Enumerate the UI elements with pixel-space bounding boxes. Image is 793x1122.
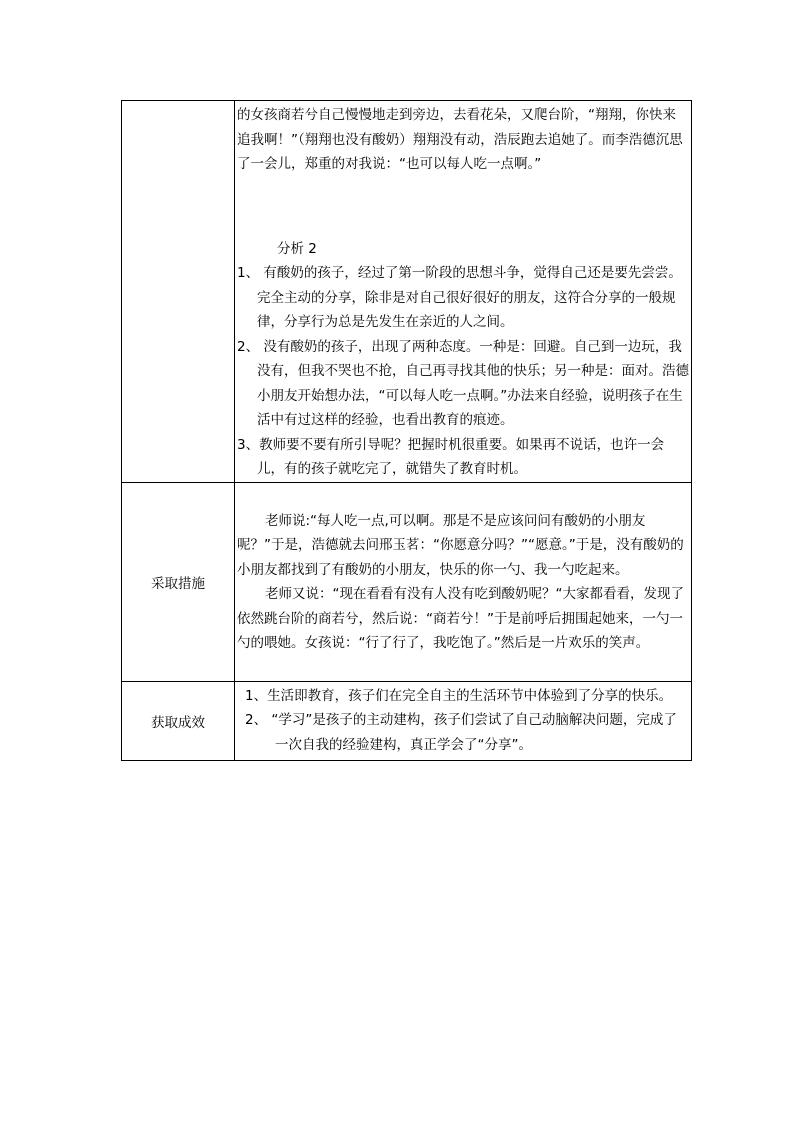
row-content (235, 101, 692, 483)
analysis-item: 2、 没有酸奶的孩子，出现了两种态度。一种是：回避。自己到一边玩，我没有，但我不哭也不抢，自己再寻找其他的快乐；另一种是：面对。浩德小朋友开始想办法，“可以每人吃一点啊。”办法来自经验，说明孩子在生活中有过这样的经验，也看出教育的痕迹。 (237, 338, 689, 428)
intro-paragraph: 的女孩商若兮自己慢慢地走到旁边，去看花朵，又爬台阶，“翔翔，你快来追我啊！”（翔翔也没有酸奶）翔翔没有动，浩辰跑去追她了。而李浩德沉思了一会儿，郑重的对我说：“也可以每人吃一点啊。” (237, 107, 683, 172)
analysis-item: 1、 有酸奶的孩子，经过了第一阶段的思想斗争，觉得自己还是要先尝尝。完全主动的分享，除非是对自己很好很好的朋友，这符合分享的一般规律，分享行为总是先发生在亲近的人之间。 (237, 265, 682, 330)
content-table (121, 100, 692, 761)
row-label-empty (122, 101, 235, 483)
spacer (237, 177, 689, 237)
row-content (235, 681, 692, 760)
result-item: 2、 “学习”是孩子的主动建构，孩子们尝试了自己动脑解决问题，完成了一次自我的经验建构，真正学会了“分享”。 (245, 712, 677, 753)
result-item: 1、生活即教育，孩子们在完全自主的生活环节中体验到了分享的快乐。 (245, 687, 673, 704)
analysis-item: 3、教师要不要有所引导呢？把握时机很重要。如果再不说话，也许一会儿，有的孩子就吃完了，就错失了教育时机。 (237, 436, 665, 477)
measure-paragraph: 老师又说：“现在看看有没有人没有吃到酸奶呢？“大家都看看，发现了依然跳台阶的商若兮，然后说：“商若兮！”于是前呼后拥围起她来，一勺一勺的喂她。女孩说：“行了行了，我吃饱了。”然后是一片欢乐的笑声。 (237, 586, 684, 651)
table-row (122, 101, 692, 483)
analysis-title: 分析 2 (277, 240, 317, 257)
row-content (235, 482, 692, 681)
measure-paragraph: 老师说:“每人吃一点,可以啊。那是不是应该问问有酸奶的小朋友呢？”于是，浩德就去问邢玉茗：“你愿意分吗？”“愿意。”于是，没有酸奶的小朋友都找到了有酸奶的小朋友，快乐的你一勺、我一勺吃起来。 (237, 512, 684, 578)
table-row (122, 681, 692, 760)
table-row (122, 482, 692, 681)
row-label-measures: 采取措施 (122, 482, 235, 681)
row-label-results: 获取成效 (122, 681, 235, 760)
